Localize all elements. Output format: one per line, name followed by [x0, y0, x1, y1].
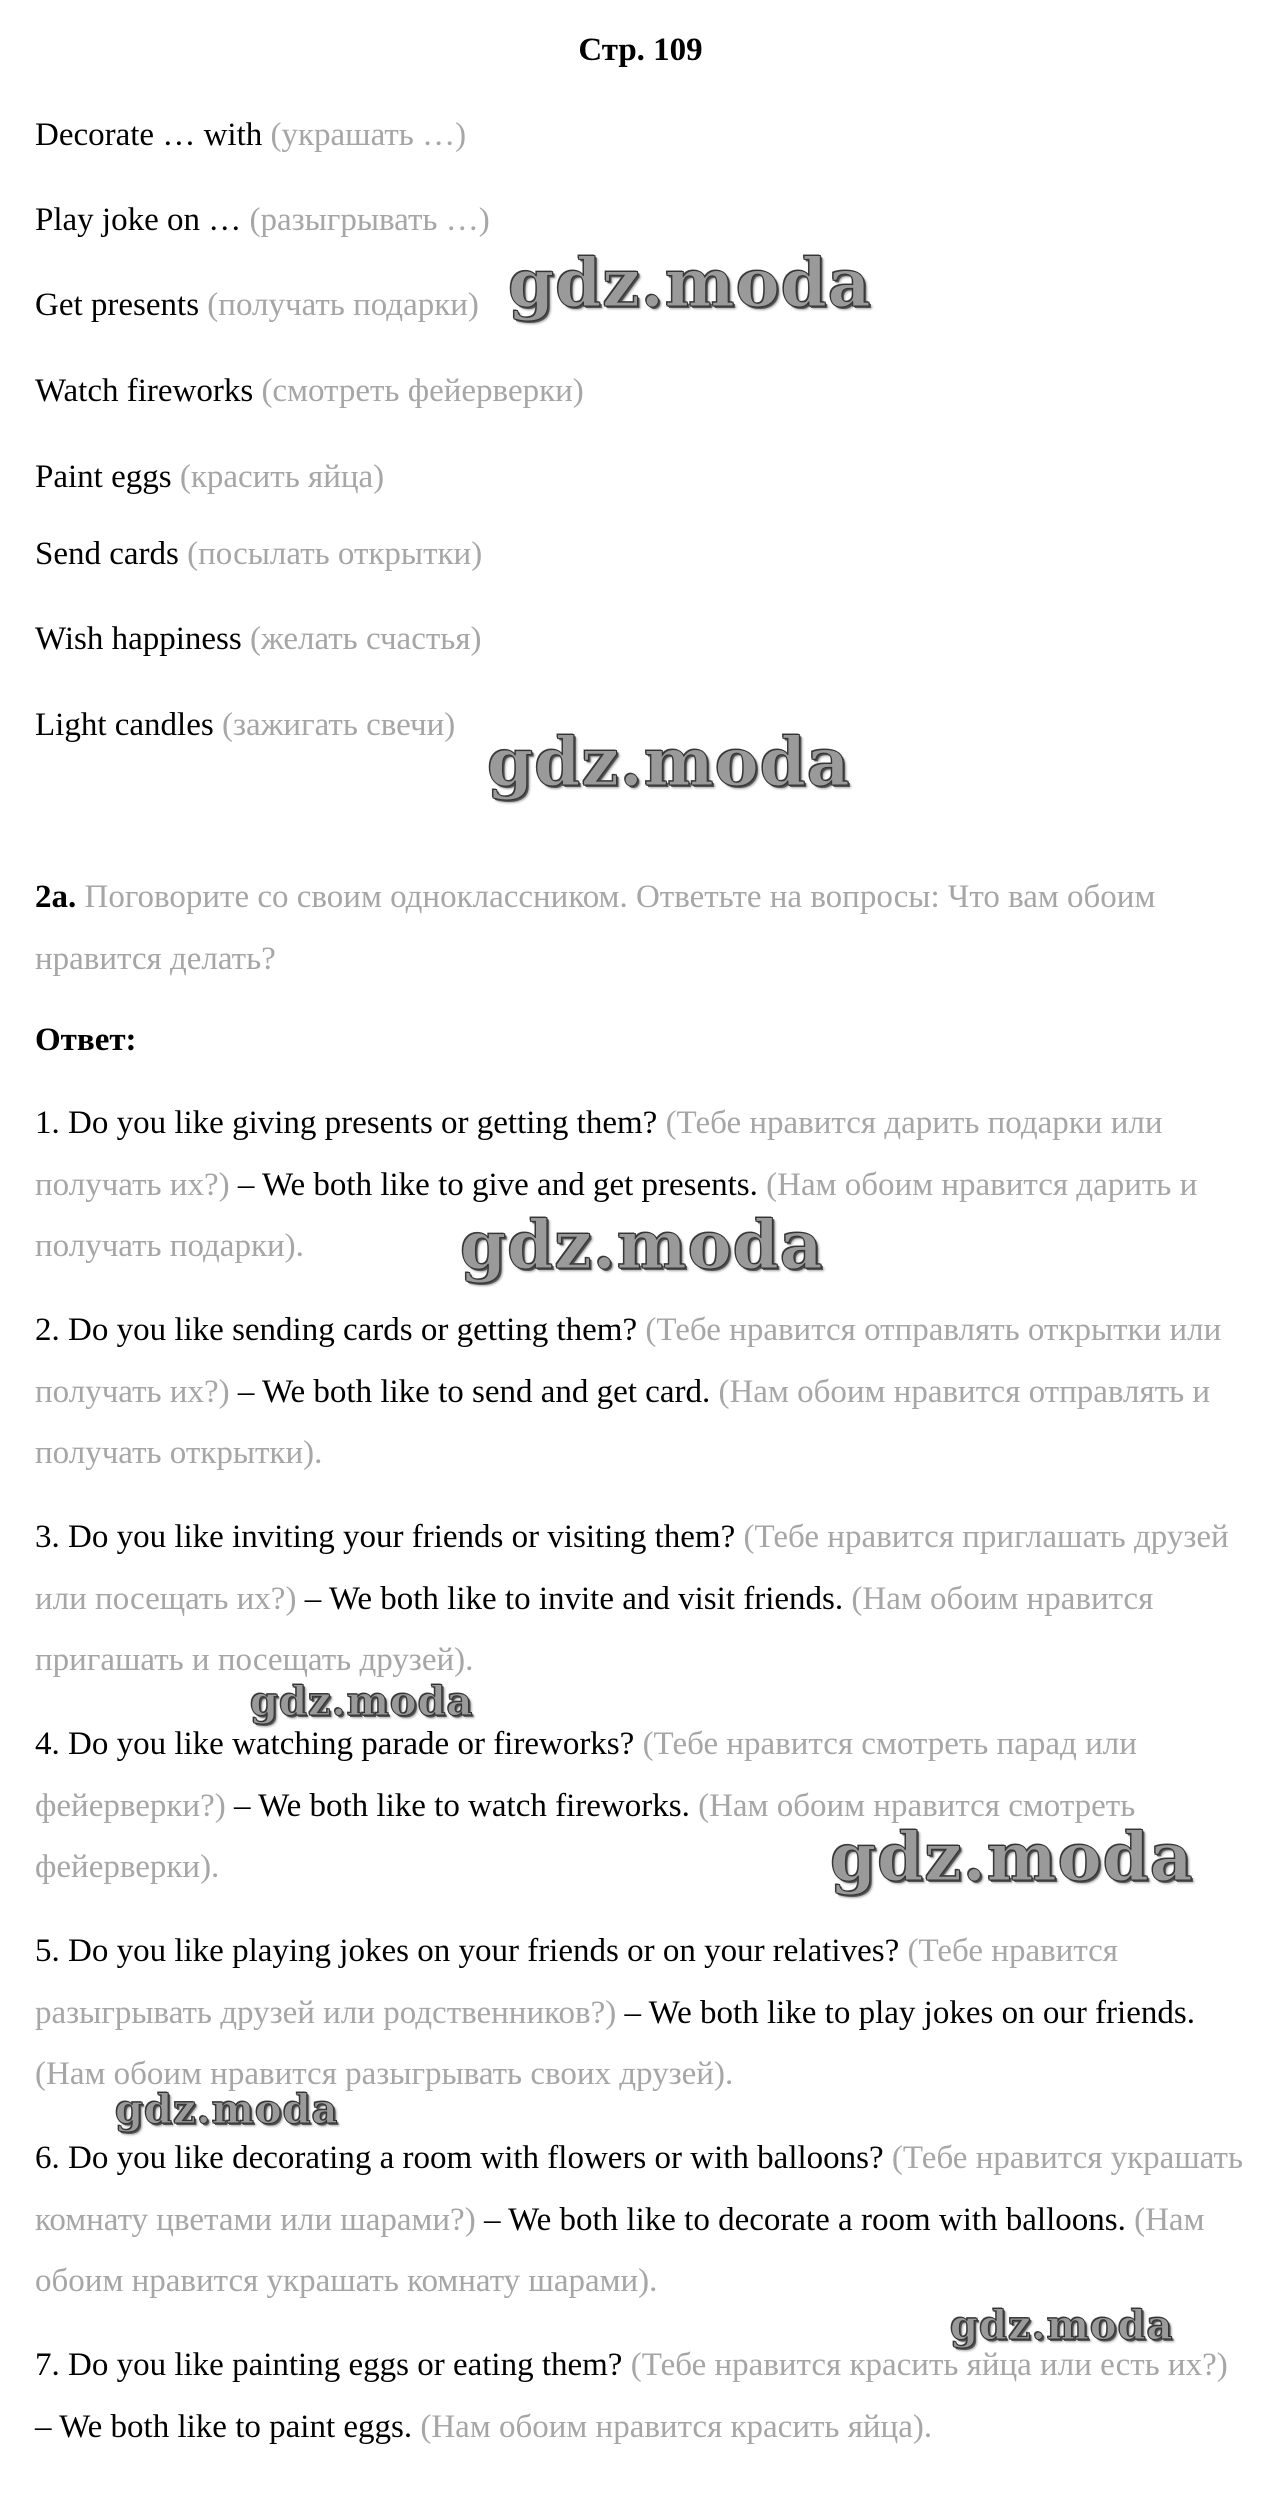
question-ru: (Тебе нравится разыгрывать друзей или родственников?)	[35, 1933, 1118, 2031]
watermark: gdz.moda	[250, 1678, 474, 1725]
answer-ru: (Нам обоим нравится смотреть фейерверки).	[35, 1787, 1136, 1885]
question-en: 6. Do you like decorating a room with flowers or with balloons?	[35, 2140, 884, 2176]
task-instruction	[35, 867, 1250, 990]
page-title: Стр. 109	[578, 32, 703, 68]
vocab-ru: (смотреть фейерверки)	[261, 373, 584, 409]
answer-item	[35, 1921, 1250, 2106]
question-en: 4. Do you like watching parade or fireworks?	[35, 1726, 635, 1762]
vocab-ru: (посылать открытки)	[187, 536, 483, 572]
vocab-item	[35, 113, 466, 157]
vocab-item	[35, 532, 482, 576]
watermark: gdz.moda	[115, 2086, 339, 2133]
answer-en: – We both like to watch fireworks.	[233, 1787, 690, 1824]
answer-en: – We both like to paint eggs.	[35, 2408, 413, 2445]
question-ru: (Тебе нравится отправлять открытки или получать их?)	[35, 1312, 1222, 1410]
vocab-item	[35, 369, 584, 413]
answer-en: – We both like to give and get presents.	[237, 1166, 758, 1203]
vocab-en: Wish happiness	[35, 621, 242, 657]
question-en: 7. Do you like painting eggs or eating them?	[35, 2347, 623, 2383]
question-ru: (Тебе нравится украшать комнату цветами или шарами?)	[35, 2140, 1243, 2238]
answer-heading: Ответ:	[35, 1022, 137, 1058]
answer-en: – We both like to play jokes on our friends.	[624, 1994, 1195, 2031]
answer-ru: (Нам обоим нравится разыгрывать своих друзей).	[35, 2056, 734, 2092]
answer-en: – We both like to send and get card.	[237, 1373, 711, 1410]
vocab-en: Watch fireworks	[35, 373, 254, 409]
vocab-item	[35, 455, 384, 499]
watermark: gdz.moda	[487, 723, 851, 801]
vocab-ru: (разыгрывать …)	[249, 202, 490, 238]
question-en: 3. Do you like inviting your friends or visiting them?	[35, 1519, 736, 1555]
vocab-en: Decorate … with	[35, 117, 263, 153]
answer-en: – We both like to invite and visit friends.	[304, 1580, 844, 1617]
task-text: Поговорите со своим одноклассником. Ответьте на вопросы: Что вам обоим нравится делать?	[35, 879, 1156, 977]
vocab-item	[35, 703, 455, 747]
answer-en: – We both like to decorate a room with balloons.	[483, 2201, 1126, 2238]
vocab-ru: (зажигать свечи)	[221, 707, 456, 743]
vocab-en: Play joke on …	[35, 202, 242, 238]
answer-item	[35, 1300, 1250, 1485]
vocab-item	[35, 283, 479, 327]
watermark: gdz.moda	[830, 1818, 1194, 1896]
vocab-en: Light candles	[35, 707, 214, 743]
question-en: 1. Do you like giving presents or getting them?	[35, 1105, 658, 1141]
answer-item	[35, 1507, 1250, 1692]
answer-ru: (Нам обоим нравится украшать комнату шарами).	[35, 2201, 1205, 2299]
vocab-item	[35, 198, 490, 242]
vocab-en: Send cards	[35, 536, 179, 572]
watermark: gdz.moda	[508, 244, 872, 322]
answer-ru: (Нам обоим нравится отправлять и получать открытки).	[35, 1373, 1211, 1471]
watermark: gdz.moda	[460, 1206, 824, 1284]
question-ru: (Тебе нравится дарить подарки или получать их?)	[35, 1105, 1163, 1203]
answer-ru: (Нам обоим нравится пригашать и посещать друзей).	[35, 1580, 1154, 1678]
answer-item	[35, 2128, 1250, 2313]
vocab-en: Paint eggs	[35, 459, 172, 495]
vocab-ru: (желать счастья)	[249, 621, 482, 657]
question-ru: (Тебе нравится смотреть парад или фейерверки?)	[35, 1726, 1137, 1824]
vocab-en: Get presents	[35, 287, 200, 323]
question-en: 5. Do you like playing jokes on your friends or on your relatives?	[35, 1933, 900, 1969]
question-ru: (Тебе нравится красить яйца или есть их?)	[630, 2347, 1228, 2383]
vocab-ru: (получать подарки)	[207, 287, 479, 323]
vocab-ru: (красить яйца)	[179, 459, 385, 495]
answer-ru: (Нам обоим нравится красить яйца).	[420, 2408, 933, 2445]
task-number: 2a.	[35, 879, 77, 915]
watermark: gdz.moda	[950, 2302, 1174, 2349]
vocab-item	[35, 617, 481, 661]
vocab-ru: (украшать …)	[270, 117, 467, 153]
question-ru: (Тебе нравится приглашать друзей или посещать их?)	[35, 1519, 1229, 1617]
question-en: 2. Do you like sending cards or getting them?	[35, 1312, 638, 1348]
answer-ru: (Нам обоим нравится дарить и получать подарки).	[35, 1166, 1198, 1264]
answer-item	[35, 2335, 1250, 2458]
